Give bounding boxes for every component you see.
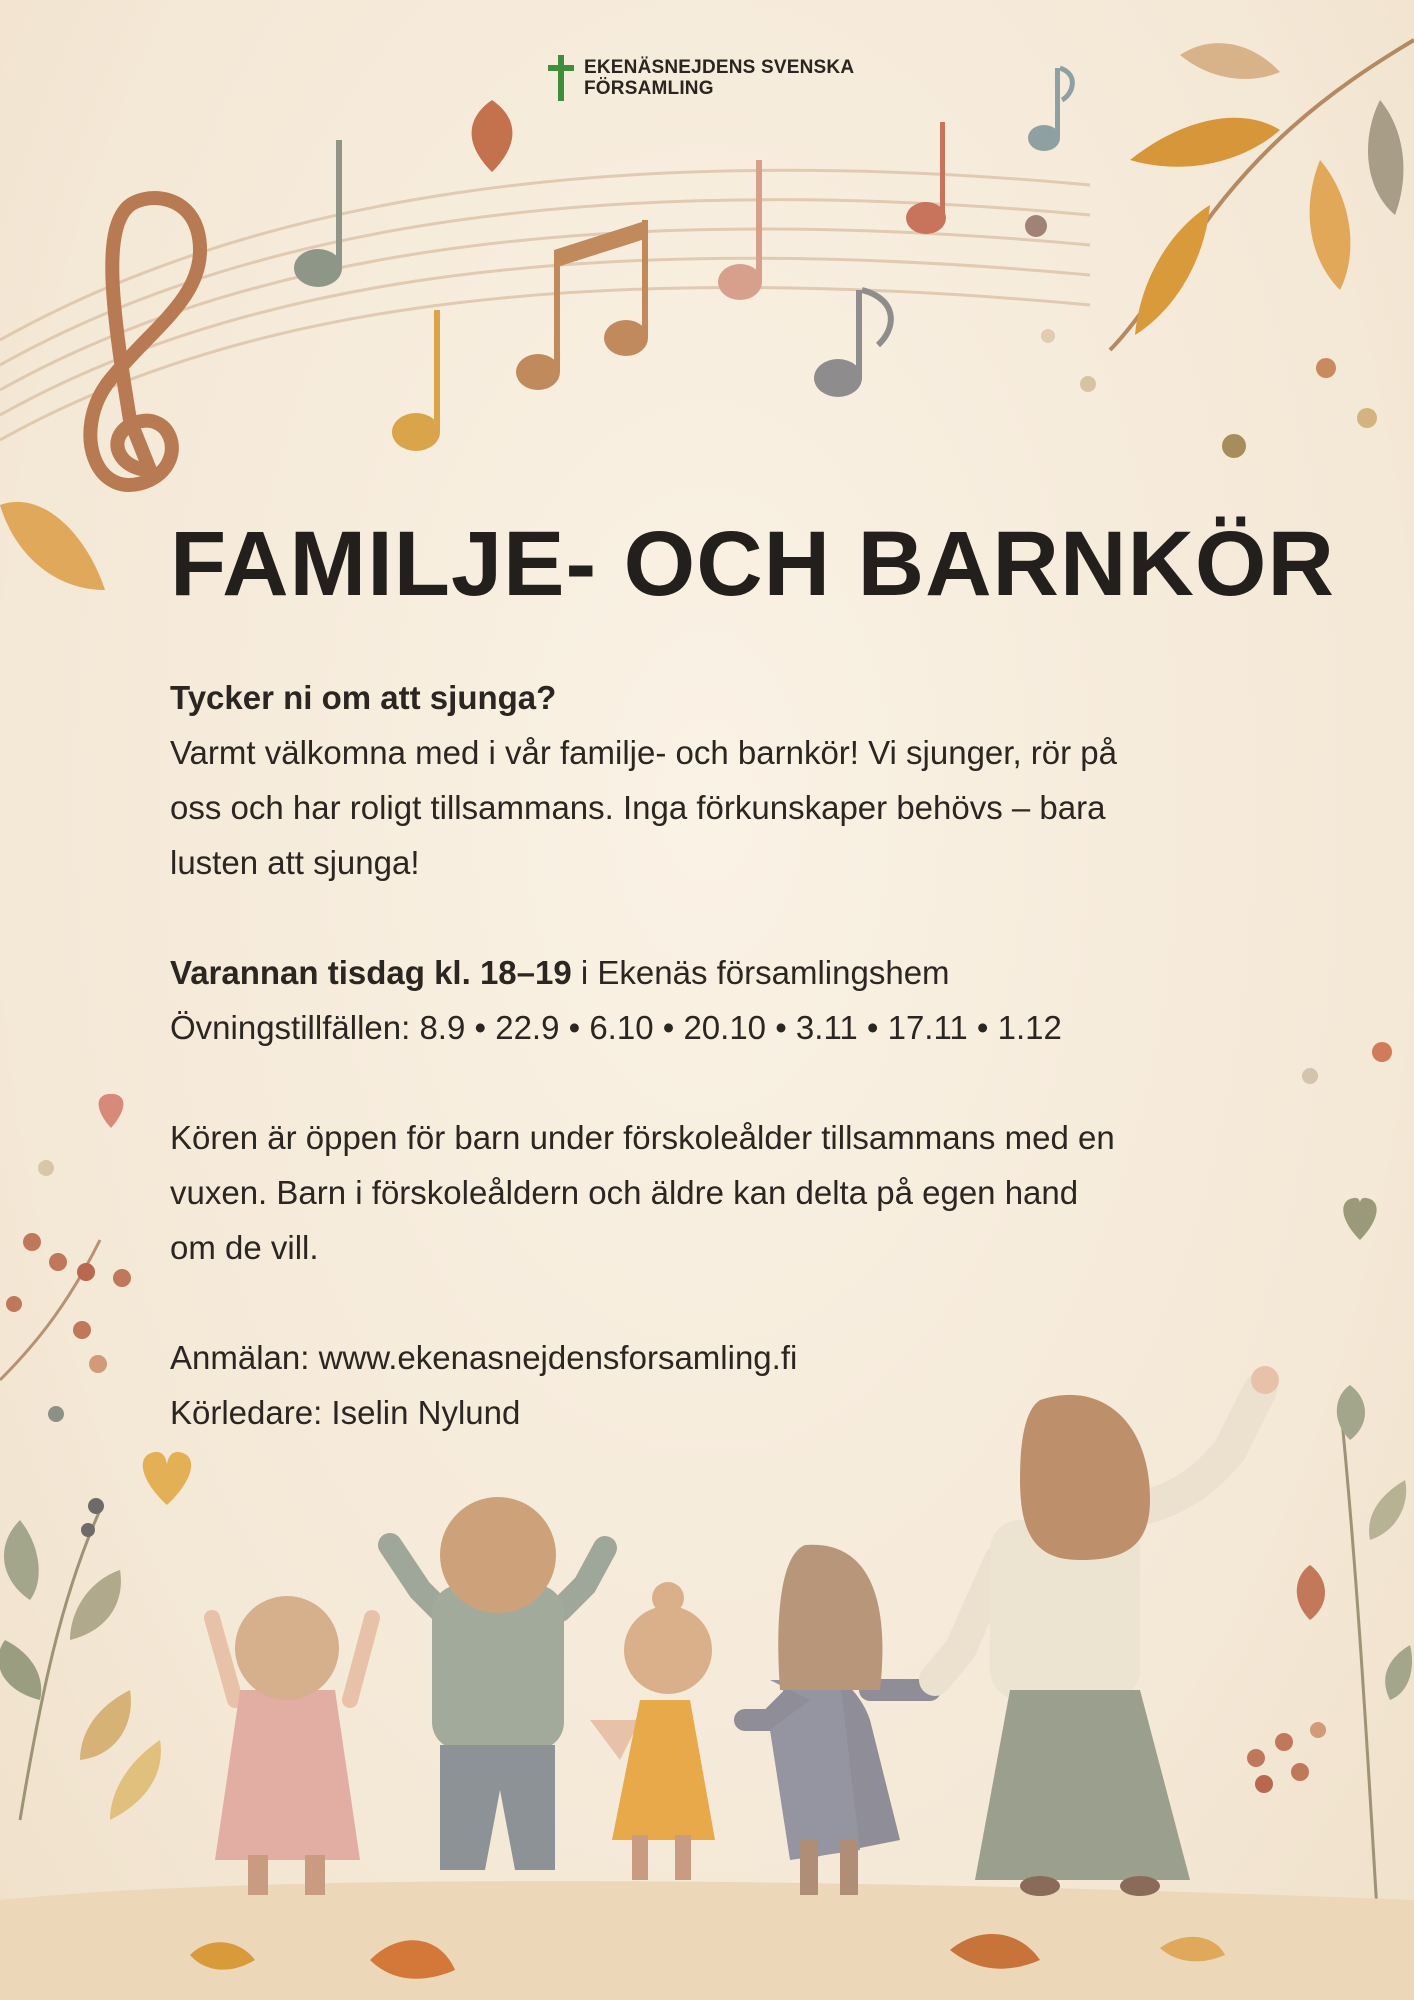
spacer [170,1275,1300,1330]
adult-figure [935,1366,1279,1896]
decor-dot [38,1160,54,1176]
info-line-3: om de vill. [170,1229,319,1266]
spacer [170,890,1300,945]
cross-icon [548,55,574,101]
foliage-right-icon [1247,1385,1412,1960]
child-figure [212,1596,372,1895]
child-figure [745,1545,930,1895]
poster-body [170,670,1300,1440]
schedule-line [170,945,1300,1000]
intro-line-1: Varmt välkomna med i vår familje- och barnkör! Vi sjunger, rör på [170,734,1117,771]
church-name-line2: FÖRSAMLING [584,78,714,99]
spacer [170,1055,1300,1110]
church-name [584,57,854,99]
music-note-icon [814,290,891,397]
music-note-icon [1028,68,1072,151]
leaf-icon [0,502,105,590]
intro-question: Tycker ni om att sjunga? [170,679,557,716]
church-name-line1: EKENÄSNEJDENS SVENSKA [584,57,855,78]
heart-icon [99,1094,124,1128]
decor-dot [1372,1042,1392,1062]
child-figure [390,1497,605,1870]
leader-line: Körledare: Iselin Nylund [170,1394,521,1431]
music-note-icon [906,122,946,234]
child-figure [590,1582,715,1880]
heart-icon [1343,1198,1376,1240]
heart-icon [143,1452,191,1505]
music-note-icon [392,310,440,451]
leaf-icon [472,100,513,172]
berry-branch-icon [0,1233,131,1422]
decor-dot [1302,1068,1318,1084]
intro-line-3: lusten att sjunga! [170,844,420,881]
music-note-icon [294,140,342,287]
info-line-1: Kören är öppen för barn under förskoleålder tillsammans med en [170,1119,1115,1156]
intro-line-2: oss och har roligt tillsammans. Inga förkunskaper behövs – bara [170,789,1106,826]
schedule-dates: Övningstillfällen: 8.9 • 22.9 • 6.10 • 20.10 • 3.11 • 17.11 • 1.12 [170,1009,1062,1046]
poster-title: FAMILJE- OCH BARNKÖR [170,513,1335,615]
schedule-where: i Ekenäs församlingshem [571,954,950,991]
foliage-left-icon [0,1498,161,1943]
children-group-illustration [212,1366,1279,1896]
treble-clef-icon [90,198,200,485]
schedule-when: Varannan tisdag kl. 18–19 [170,954,572,991]
autumn-branch-icon [1041,40,1414,458]
beamed-notes-icon [516,220,648,390]
info-line-2: vuxen. Barn i förskoleåldern och äldre kan delta på egen hand [170,1174,1079,1211]
signup-line: Anmälan: www.ekenasnejdensforsamling.fi [170,1339,798,1376]
church-logo [548,55,854,101]
